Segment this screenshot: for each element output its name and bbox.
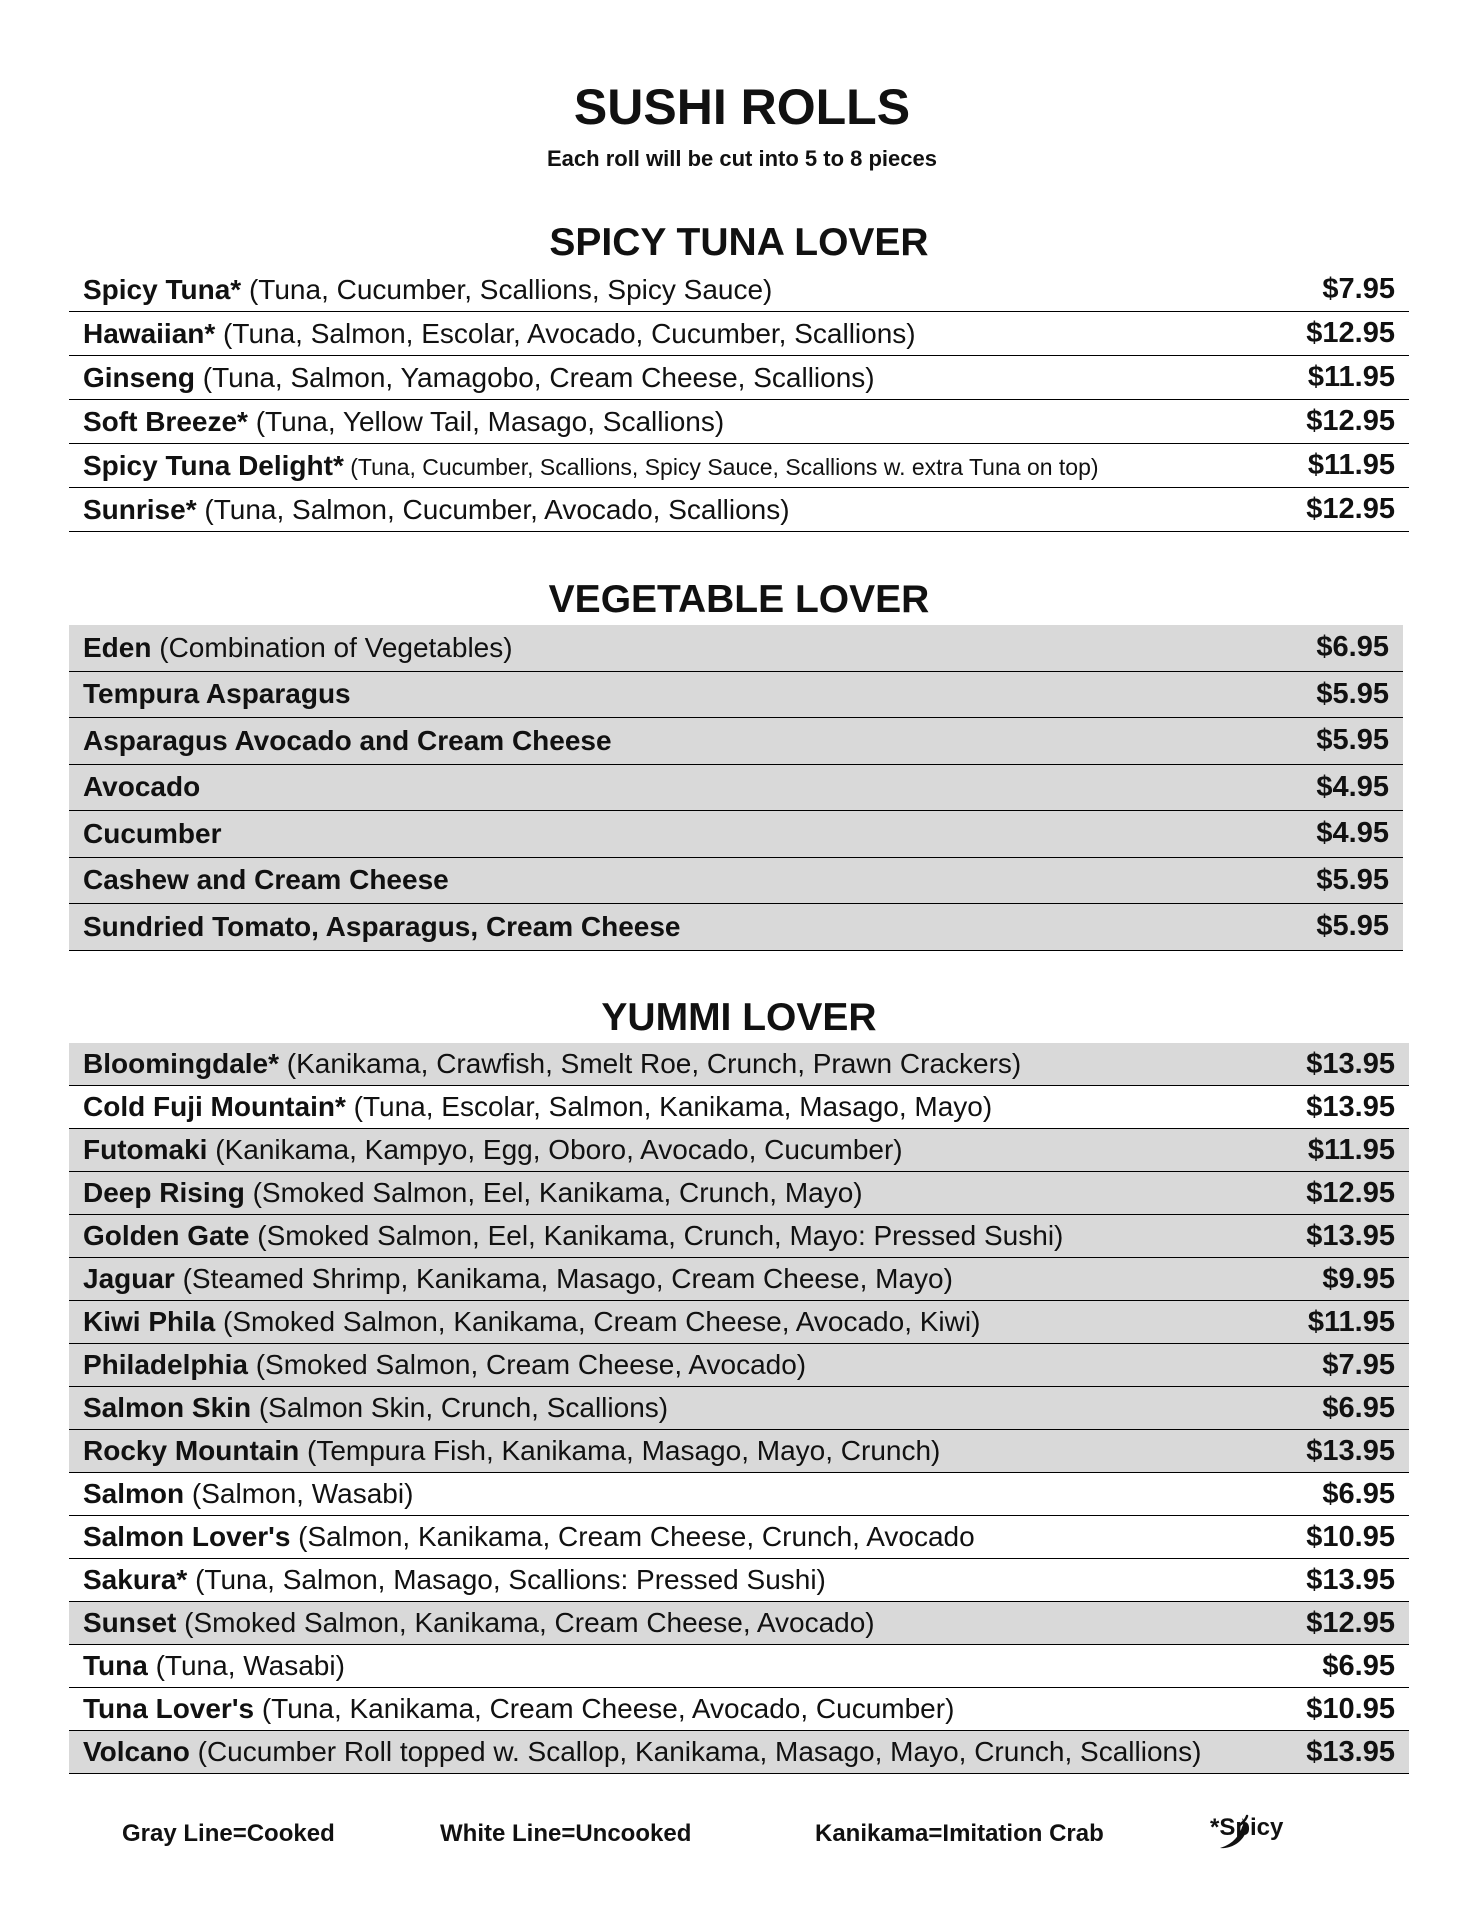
menu-item-row — [69, 400, 1409, 444]
item-price: $12.95 — [1306, 1606, 1395, 1639]
item-description: (Smoked Salmon, Eel, Kanikama, Crunch, Mayo) — [244, 1177, 863, 1208]
menu-item-row — [69, 904, 1403, 951]
item-price: $13.95 — [1306, 1735, 1395, 1768]
menu-item-row — [69, 811, 1403, 858]
item-name: Sakura* — [83, 1564, 188, 1595]
item-name: Salmon Lover's — [83, 1521, 291, 1552]
item-description: (Tuna, Salmon, Masago, Scallions: Pressed Sushi) — [187, 1564, 826, 1595]
item-price: $6.95 — [1316, 631, 1389, 664]
item-price: $5.95 — [1316, 910, 1389, 943]
item-price: $12.95 — [1306, 317, 1395, 349]
item-price: $12.95 — [1306, 493, 1395, 525]
item-price: $9.95 — [1322, 1262, 1395, 1295]
menu-item-row — [69, 1387, 1409, 1430]
item-description: (Tuna, Salmon, Cucumber, Avocado, Scallions) — [196, 493, 790, 525]
item-description: (Combination of Vegetables) — [151, 631, 513, 663]
item-name: Asparagus Avocado and Cream Cheese — [83, 724, 612, 756]
menu-item-row — [69, 1516, 1409, 1559]
section-title: YUMMI LOVER — [601, 996, 877, 1039]
item-price: $6.95 — [1322, 1477, 1395, 1510]
item-description: (Tuna, Escolar, Salmon, Kanikama, Masago, Mayo) — [345, 1091, 993, 1122]
menu-item-row — [69, 1430, 1409, 1473]
item-name: Cold Fuji Mountain* — [83, 1091, 346, 1122]
menu-item-row — [69, 1344, 1409, 1387]
item-price: $13.95 — [1306, 1219, 1395, 1252]
item-name: Jaguar — [83, 1263, 175, 1294]
item-name: Tempura Asparagus — [83, 678, 351, 710]
menu-item-row — [69, 1129, 1409, 1172]
item-price: $7.95 — [1322, 1348, 1395, 1381]
menu-item-row — [69, 1602, 1409, 1645]
menu-item-row — [69, 312, 1409, 356]
item-description: (Tuna, Yellow Tail, Masago, Scallions) — [247, 405, 725, 437]
item-description: (Kanikama, Kampyo, Egg, Oboro, Avocado, Cucumber) — [207, 1134, 903, 1165]
item-description: (Tuna, Cucumber, Scallions, Spicy Sauce) — [241, 273, 773, 305]
legend-spicy — [1210, 1814, 1284, 1854]
section-yummi-lover — [69, 993, 1409, 1774]
item-description: (Salmon, Kanikama, Cream Cheese, Crunch, Avocado — [290, 1521, 975, 1552]
item-name: Avocado — [83, 771, 201, 803]
item-description: (Tuna, Salmon, Escolar, Avocado, Cucumber, Scallions) — [215, 317, 916, 349]
item-price: $11.95 — [1307, 1133, 1395, 1166]
menu-item-row — [69, 765, 1403, 812]
menu-item-row — [69, 1559, 1409, 1602]
section-spicy-tuna-lover — [69, 218, 1409, 532]
menu-item-row — [69, 1301, 1409, 1344]
menu-item-row — [69, 1688, 1409, 1731]
item-name: Ginseng — [83, 361, 196, 393]
item-price: $5.95 — [1316, 863, 1389, 896]
item-name: Salmon Skin — [83, 1392, 252, 1423]
section-title: SPICY TUNA LOVER — [549, 221, 929, 264]
item-price: $10.95 — [1306, 1520, 1395, 1553]
item-description: (Cucumber Roll topped w. Scallop, Kanikama, Masago, Mayo, Crunch, Scallions) — [189, 1736, 1202, 1767]
item-description: (Salmon Skin, Crunch, Scallions) — [251, 1392, 669, 1423]
item-description: (Smoked Salmon, Kanikama, Cream Cheese, Avocado) — [176, 1607, 875, 1638]
item-price: $5.95 — [1316, 677, 1389, 710]
item-name: Futomaki — [83, 1134, 208, 1165]
item-price: $11.95 — [1307, 449, 1395, 481]
item-price: $11.95 — [1307, 361, 1395, 393]
item-price: $13.95 — [1306, 1090, 1395, 1123]
menu-item-row — [69, 1172, 1409, 1215]
menu-item-row — [69, 1731, 1409, 1774]
item-price: $4.95 — [1316, 770, 1389, 803]
item-name: Bloomingdale* — [83, 1048, 280, 1079]
item-name: Hawaiian* — [83, 317, 216, 349]
item-name: Philadelphia — [83, 1349, 248, 1380]
item-description: (Tempura Fish, Kanikama, Masago, Mayo, Crunch) — [299, 1435, 941, 1466]
item-price: $4.95 — [1316, 817, 1389, 850]
item-description: (Salmon, Wasabi) — [184, 1478, 414, 1509]
item-name: Spicy Tuna* — [83, 273, 242, 305]
item-name: Cucumber — [83, 817, 222, 849]
item-name: Sunset — [83, 1607, 177, 1638]
menu-item-row — [69, 1258, 1409, 1301]
menu-item-row — [69, 1215, 1409, 1258]
item-name: Cashew and Cream Cheese — [83, 864, 449, 896]
section-title: VEGETABLE LOVER — [548, 578, 930, 621]
item-name: Tuna — [83, 1650, 148, 1681]
item-price: $7.95 — [1322, 273, 1395, 305]
item-description: (Tuna, Wasabi) — [147, 1650, 345, 1681]
item-price: $12.95 — [1306, 405, 1395, 437]
item-description: (Kanikama, Crawfish, Smelt Roe, Crunch, Prawn Crackers) — [279, 1048, 1022, 1079]
item-description: (Tuna, Cucumber, Scallions, Spicy Sauce, Scallions w. extra Tuna on top) — [343, 453, 1099, 480]
item-price: $11.95 — [1307, 1305, 1395, 1338]
item-name: Sundried Tomato, Asparagus, Cream Cheese — [83, 910, 681, 942]
menu-item-row — [69, 444, 1409, 488]
item-name: Salmon — [83, 1478, 185, 1509]
item-price: $13.95 — [1306, 1563, 1395, 1596]
item-description: (Smoked Salmon, Kanikama, Cream Cheese, Avocado, Kiwi) — [215, 1306, 981, 1337]
item-name: Sunrise* — [83, 493, 197, 525]
item-name: Tuna Lover's — [83, 1693, 255, 1724]
item-name: Spicy Tuna Delight* — [83, 449, 344, 481]
item-name: Deep Rising — [83, 1177, 245, 1208]
item-name: Kiwi Phila — [83, 1306, 216, 1337]
item-price: $5.95 — [1316, 724, 1389, 757]
menu-item-row — [69, 356, 1409, 400]
item-description: (Smoked Salmon, Eel, Kanikama, Crunch, Mayo: Pressed Sushi) — [249, 1220, 1064, 1251]
menu-item-row — [69, 1473, 1409, 1516]
item-name: Eden — [83, 631, 152, 663]
item-price: $13.95 — [1306, 1047, 1395, 1080]
section-vegetable-lover — [69, 575, 1409, 951]
item-price: $13.95 — [1306, 1434, 1395, 1467]
item-description: (Steamed Shrimp, Kanikama, Masago, Cream Cheese, Mayo) — [174, 1263, 953, 1294]
legend-white: White Line=Uncooked — [440, 1820, 692, 1847]
item-name: Soft Breeze* — [83, 405, 248, 437]
item-price: $6.95 — [1322, 1391, 1395, 1424]
legend-spicy-label: *Spicy — [1210, 1814, 1284, 1841]
item-description: (Tuna, Kanikama, Cream Cheese, Avocado, Cucumber) — [254, 1693, 955, 1724]
item-price: $12.95 — [1306, 1176, 1395, 1209]
item-description: (Tuna, Salmon, Yamagobo, Cream Cheese, Scallions) — [195, 361, 875, 393]
page-subtitle: Each roll will be cut into 5 to 8 pieces — [547, 146, 937, 171]
menu-item-row — [69, 268, 1409, 312]
item-price: $10.95 — [1306, 1692, 1395, 1725]
legend-kanikama: Kanikama=Imitation Crab — [815, 1820, 1104, 1847]
item-price: $6.95 — [1322, 1649, 1395, 1682]
legend — [0, 1814, 1484, 1860]
menu-item-row — [69, 488, 1409, 532]
item-description: (Smoked Salmon, Cream Cheese, Avocado) — [247, 1349, 807, 1380]
menu-item-row — [69, 858, 1403, 905]
item-name: Golden Gate — [83, 1220, 250, 1251]
item-name: Rocky Mountain — [83, 1435, 300, 1466]
menu-item-row — [69, 625, 1403, 672]
menu-item-row — [69, 1086, 1409, 1129]
menu-item-row — [69, 1645, 1409, 1688]
menu-item-row — [69, 672, 1403, 719]
item-name: Volcano — [83, 1736, 190, 1767]
legend-gray: Gray Line=Cooked — [122, 1820, 335, 1847]
menu-item-row — [69, 1043, 1409, 1086]
page-title: SUSHI ROLLS — [573, 79, 911, 135]
menu-item-row — [69, 718, 1403, 765]
